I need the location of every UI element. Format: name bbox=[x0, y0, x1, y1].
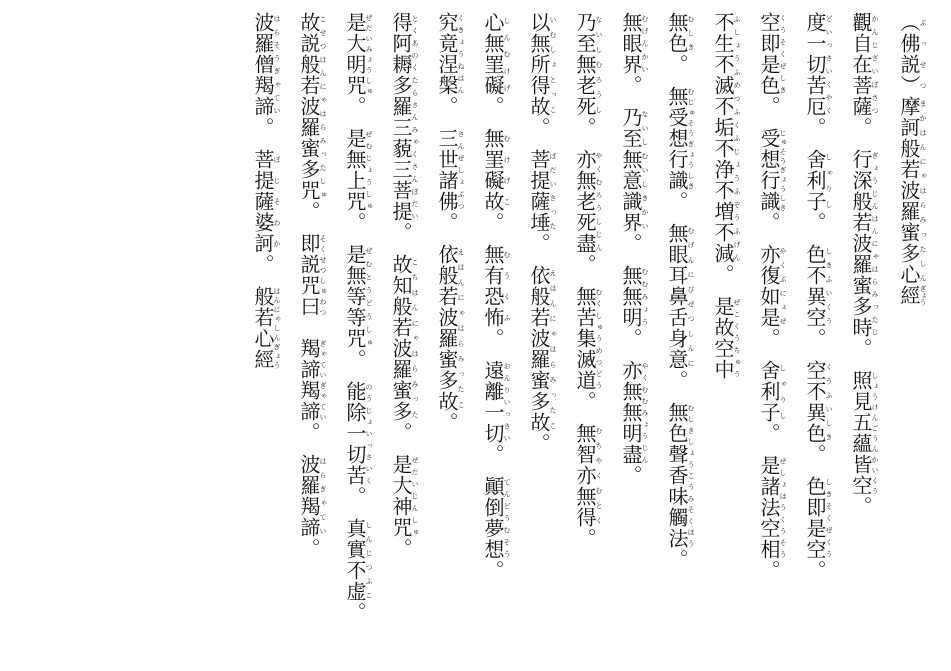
sutra-phrase: 三世諸佛さんぜしょぶつ bbox=[435, 128, 465, 212]
punctuation: 。 bbox=[665, 549, 689, 570]
text-column bbox=[667, 12, 695, 663]
title-segment: 經ぎょう bbox=[897, 285, 927, 306]
text-column bbox=[483, 12, 511, 663]
punctuation: 。 bbox=[343, 602, 367, 623]
sutra-phrase: 舍利子しゃりし bbox=[803, 149, 833, 212]
sutra-phrase: 色即是空しきそくぜくう bbox=[803, 476, 833, 560]
sutra-phrase: 故知般若波羅蜜多こちはんにゃはらみった bbox=[389, 254, 419, 422]
text-column bbox=[713, 12, 741, 663]
sutra-phrase: 無色むしき bbox=[665, 12, 695, 54]
punctuation: 。 bbox=[389, 422, 413, 454]
sutra-phrase: 舍利子しゃりし bbox=[757, 360, 787, 423]
punctuation: 。 bbox=[343, 349, 367, 381]
punctuation: 。 bbox=[435, 212, 459, 244]
sutra-phrase: 無罣礙故むけげこ bbox=[481, 128, 511, 212]
sutra-phrase: 無眼界むげんかい bbox=[619, 12, 649, 75]
punctuation: 。 bbox=[849, 496, 873, 517]
text-column bbox=[805, 12, 833, 663]
sutra-phrase: 無有恐怖むうくふ bbox=[481, 244, 511, 328]
sutra-phrase: 無眼耳鼻舌身意むげんにびぜつしんに bbox=[665, 223, 695, 370]
title-column bbox=[899, 12, 927, 663]
sutra-phrase: 無受想行識むじゅそうぎょうしき bbox=[665, 86, 695, 191]
sutra-phrase: 空即是色くうそくぜしき bbox=[757, 12, 787, 96]
punctuation: 。 bbox=[573, 391, 597, 423]
text-column bbox=[851, 12, 879, 663]
punctuation: 。 bbox=[849, 117, 873, 149]
sutra-phrase: 遠離一切おんりいっさい bbox=[481, 360, 511, 444]
punctuation: 。 bbox=[573, 117, 597, 149]
punctuation: 。 bbox=[803, 328, 827, 360]
punctuation: 。 bbox=[435, 96, 459, 128]
sutra-phrase: 照見五蘊皆空しょうけんごうんかいくう bbox=[849, 370, 879, 496]
sutra-phrase: 乃至無意識界ないしむいしきかい bbox=[619, 107, 649, 233]
sutra-phrase: 得阿耨多羅三藐三菩提とくあのくたらさんみゃくさんぼだい bbox=[389, 12, 419, 222]
punctuation: 。 bbox=[573, 254, 597, 286]
sutra-phrase: 心無罣礙しんむけげ bbox=[481, 12, 511, 96]
punctuation: 。 bbox=[665, 54, 689, 86]
punctuation: 。 bbox=[297, 538, 321, 559]
punctuation: 。 bbox=[619, 233, 643, 265]
punctuation: 。 bbox=[527, 433, 551, 454]
punctuation: 。 bbox=[757, 212, 781, 244]
punctuation: 。 bbox=[343, 486, 367, 518]
punctuation: 。 bbox=[297, 201, 321, 233]
punctuation: 。 bbox=[389, 538, 413, 559]
sutra-phrase: 是諸法空相ぜしょほうくうそう bbox=[757, 455, 787, 560]
sutra-phrase: 亦無老死盡やくむろうしじん bbox=[573, 149, 603, 254]
punctuation: 。 bbox=[297, 422, 321, 454]
sutra-phrase: 是無上咒ぜむじょうしゅ bbox=[343, 128, 373, 212]
sutra-phrase: 故説般若波羅蜜多咒こせつはんにゃはらみったしゅ bbox=[297, 12, 327, 201]
sutra-phrase: 真實不虚しんじつふこ bbox=[343, 518, 373, 602]
sutra-phrase: 菩提薩婆訶ぼじそわか bbox=[251, 149, 281, 254]
text-column bbox=[759, 12, 787, 663]
punctuation: 。 bbox=[619, 465, 643, 486]
punctuation bbox=[297, 317, 321, 338]
sutra-phrase: 受想行識じゅそうぎょうしき bbox=[757, 128, 787, 212]
text-column bbox=[391, 12, 419, 663]
punctuation: 。 bbox=[481, 96, 505, 128]
sutra-phrase: 顚倒夢想てんどうむそう bbox=[481, 476, 511, 560]
punctuation: 。 bbox=[757, 96, 781, 128]
sutra-phrase: 無智亦無得むちやくむとく bbox=[573, 423, 603, 528]
punctuation: 。 bbox=[757, 423, 781, 455]
text-column bbox=[437, 12, 465, 663]
sutra-phrase: 般若心經はんにゃしんぎょう bbox=[251, 286, 281, 370]
punctuation: 。 bbox=[619, 328, 643, 360]
sutra-phrase: 菩提薩埵ぼだいさった bbox=[527, 149, 557, 233]
sutra-phrase: 波羅僧羯諦はらそうぎゃてい bbox=[251, 12, 281, 117]
punctuation: 。 bbox=[481, 212, 505, 244]
punctuation: 。 bbox=[665, 191, 689, 223]
sutra-phrase: 乃至無老死ないしむろうし bbox=[573, 12, 603, 117]
punctuation: 。 bbox=[573, 528, 597, 549]
sutra-phrase: 波羅羯諦はらぎゃてい bbox=[297, 454, 327, 538]
punctuation: 。 bbox=[757, 560, 781, 581]
title-segment: 摩訶般若波羅蜜多心まかはんにゃはらみったしん bbox=[897, 96, 927, 285]
punctuation: 。 bbox=[343, 96, 367, 128]
punctuation: 。 bbox=[665, 370, 689, 402]
sutra-phrase: 羯諦羯諦ぎゃていぎゃてい bbox=[297, 338, 327, 422]
sutra-phrase: 空不異色くうふいしき bbox=[803, 360, 833, 444]
punctuation: 。 bbox=[803, 444, 827, 476]
sutra-phrase: 無無明むむみょう bbox=[619, 265, 649, 328]
sutra-phrase: 能除一切苦のうじょいっさいく bbox=[343, 381, 373, 486]
punctuation: 。 bbox=[481, 444, 505, 476]
sutra-phrase: 無色聲香味觸法むしきしょうこうみそくほう bbox=[665, 402, 695, 549]
text-column bbox=[575, 12, 603, 663]
punctuation: 。 bbox=[251, 117, 275, 149]
punctuation: 。 bbox=[803, 212, 827, 244]
text-column bbox=[621, 12, 649, 663]
punctuation: 。 bbox=[803, 117, 827, 149]
sutra-phrase: 即説咒曰そくせつしゅわつ bbox=[297, 233, 327, 317]
punctuation: 。 bbox=[389, 222, 413, 254]
punctuation: 。 bbox=[527, 233, 551, 265]
punctuation: 。 bbox=[619, 75, 643, 107]
sutra-phrase: 依般若波羅蜜多故えはんにゃはらみったこ bbox=[527, 265, 557, 433]
sutra-phrase: 不生不滅不垢不浄不増不減ふしょうふめつふくふじょうふぞうふげん bbox=[711, 12, 741, 264]
text-column bbox=[299, 12, 327, 663]
punctuation: 。 bbox=[803, 560, 827, 581]
sutra-phrase: 是故空中ぜこくうちゅう bbox=[711, 296, 741, 380]
punctuation: 。 bbox=[527, 117, 551, 149]
sutra-phrase: 度一切苦厄どいっさいくやく bbox=[803, 12, 833, 117]
punctuation: 。 bbox=[435, 412, 459, 433]
sutra-phrase: 亦復如是やくぶにょぜ bbox=[757, 244, 787, 328]
text-column bbox=[253, 12, 281, 663]
sutra-phrase: 究竟涅槃くきょうねはん bbox=[435, 12, 465, 96]
title-segment: （佛説）ぶっせつ bbox=[897, 12, 927, 96]
sutra-phrase: 行深般若波羅蜜多時ぎょうじんはんにゃはらみったじ bbox=[849, 149, 879, 338]
sutra-phrase: 觀自在菩薩かんじざいぼさつ bbox=[849, 12, 879, 117]
sutra-phrase: 依般若波羅蜜多故えはんにゃはらみったこ bbox=[435, 244, 465, 412]
sutra-phrase: 亦無無明盡やくむむみょうじん bbox=[619, 360, 649, 465]
sutra-phrase: 無苦集滅道むくしゅうめつどう bbox=[573, 286, 603, 391]
text-column bbox=[529, 12, 557, 663]
punctuation: 。 bbox=[481, 328, 505, 360]
punctuation: 。 bbox=[711, 264, 735, 296]
sutra-phrase: 色不異空しきふいくう bbox=[803, 244, 833, 328]
punctuation: 。 bbox=[251, 254, 275, 286]
text-column bbox=[345, 12, 373, 663]
punctuation: 。 bbox=[757, 328, 781, 360]
sutra-phrase: 是無等等咒ぜむとうどうしゅ bbox=[343, 244, 373, 349]
punctuation: 。 bbox=[481, 560, 505, 581]
punctuation: 。 bbox=[343, 212, 367, 244]
sutra-phrase: 以無所得故いむしょとっこ bbox=[527, 12, 557, 117]
sutra-phrase: 是大明咒ぜだいみょうしゅ bbox=[343, 12, 373, 96]
sutra-phrase: 是大神咒ぜだいじんしゅ bbox=[389, 454, 419, 538]
punctuation: 。 bbox=[849, 338, 873, 370]
